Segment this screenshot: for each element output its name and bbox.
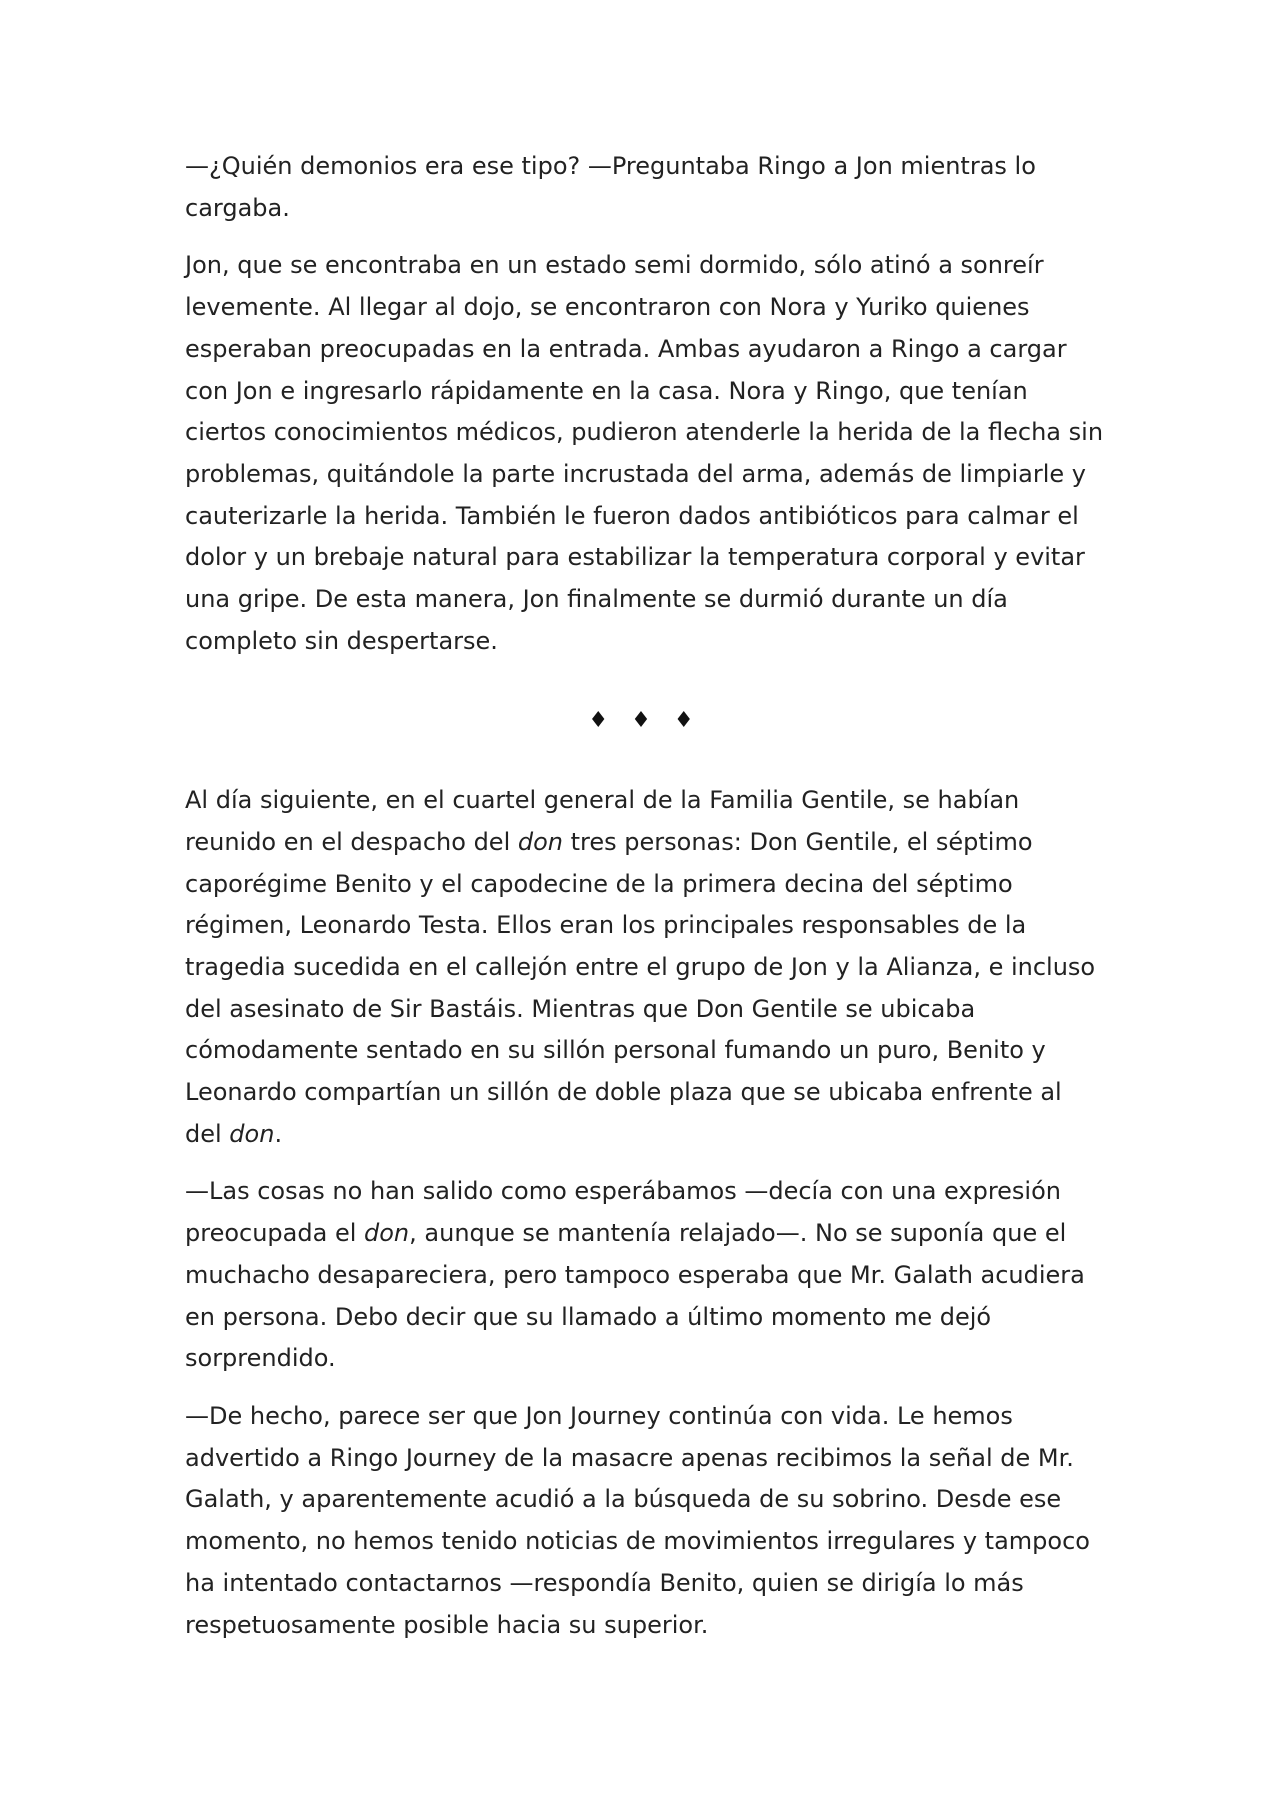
- paragraph-text: Al día siguiente, en el cuartel general de la Familia Gentile, se habían reunido en el despacho del: [185, 786, 1020, 856]
- italic-word: don: [229, 1119, 275, 1148]
- scene-separator: ♦ ♦ ♦: [588, 708, 702, 734]
- paragraph-text: Jon, que se encontraba en un estado semi dormido, sólo atinó a sonreír levemente. Al llegar al dojo, se encontraron con Nora y Yuriko quienes esperaban preocupadas en la entrada. Ambas ayudaron a Ringo a cargar con Jon e ingresarlo rápidamente en la casa. Nora y Ringo, que tenían ciertos conocimientos médicos, pudieron atenderle la herida de la flecha sin problemas, quitándole la parte incrustada del arma, además de limpiarle y cauterizarle la herida. También le fueron dados antibióticos para calmar el dolor y un brebaje natural para estabilizar la temperatura corporal y evitar una gripe. De esta manera, Jon finalmente se durmió durante un día completo sin despertarse.: [185, 251, 1104, 655]
- paragraph-text: .: [274, 1119, 283, 1148]
- italic-word: don: [517, 827, 564, 856]
- paragraph-text: , aunque se mantenía relajado—. No se suponía que el muchacho desapareciera, pero tampoco esperaba que Mr. Galath acudiera en persona. Debo decir que su llamado a último momento me dejó sorprendido.: [185, 1219, 1085, 1373]
- paragraph-5: [185, 1396, 1105, 1646]
- paragraph-text: —¿Quién demonios era ese tipo? —Preguntaba Ringo a Jon mientras lo cargaba.: [185, 152, 1036, 222]
- paragraph-text: —Las cosas no han salido como esperábamos —decía con una expresión preocupada el: [185, 1177, 1061, 1248]
- document-page: [185, 146, 1105, 1662]
- paragraph-text: —De hecho, parece ser que Jon Journey continúa con vida. Le hemos advertido a Ringo Journey de la masacre apenas recibimos la señal de Mr. Galath, y aparentemente acudió a la búsqueda de su sobrino. Desde ese momento, no hemos tenido noticias de movimientos irregulares y tampoco ha intentado contactarnos —respondía Benito, quien se dirigía lo más respetuosamente posible hacia su superior.: [185, 1401, 1090, 1639]
- paragraph-text: tres personas: Don Gentile, el séptimo caporégime Benito y el capodecine de la primera decina del séptimo régimen, Leonardo Testa. Ellos eran los principales responsables de la tragedia sucedida en el callejón entre el grupo de Jon y la Alianza, e incluso del asesinato de Sir Bastáis. Mientras que Don Gentile se ubicaba cómodamente sentado en su sillón personal fumando un puro, Benito y Leonardo compartían un sillón de doble plaza que se ubicaba enfrente al del: [185, 827, 1096, 1148]
- paragraph-1: [185, 146, 1105, 229]
- paragraph-4: [185, 1171, 1105, 1380]
- paragraph-3: [185, 780, 1105, 1155]
- paragraph-2: [185, 245, 1105, 662]
- italic-word: don: [364, 1219, 410, 1248]
